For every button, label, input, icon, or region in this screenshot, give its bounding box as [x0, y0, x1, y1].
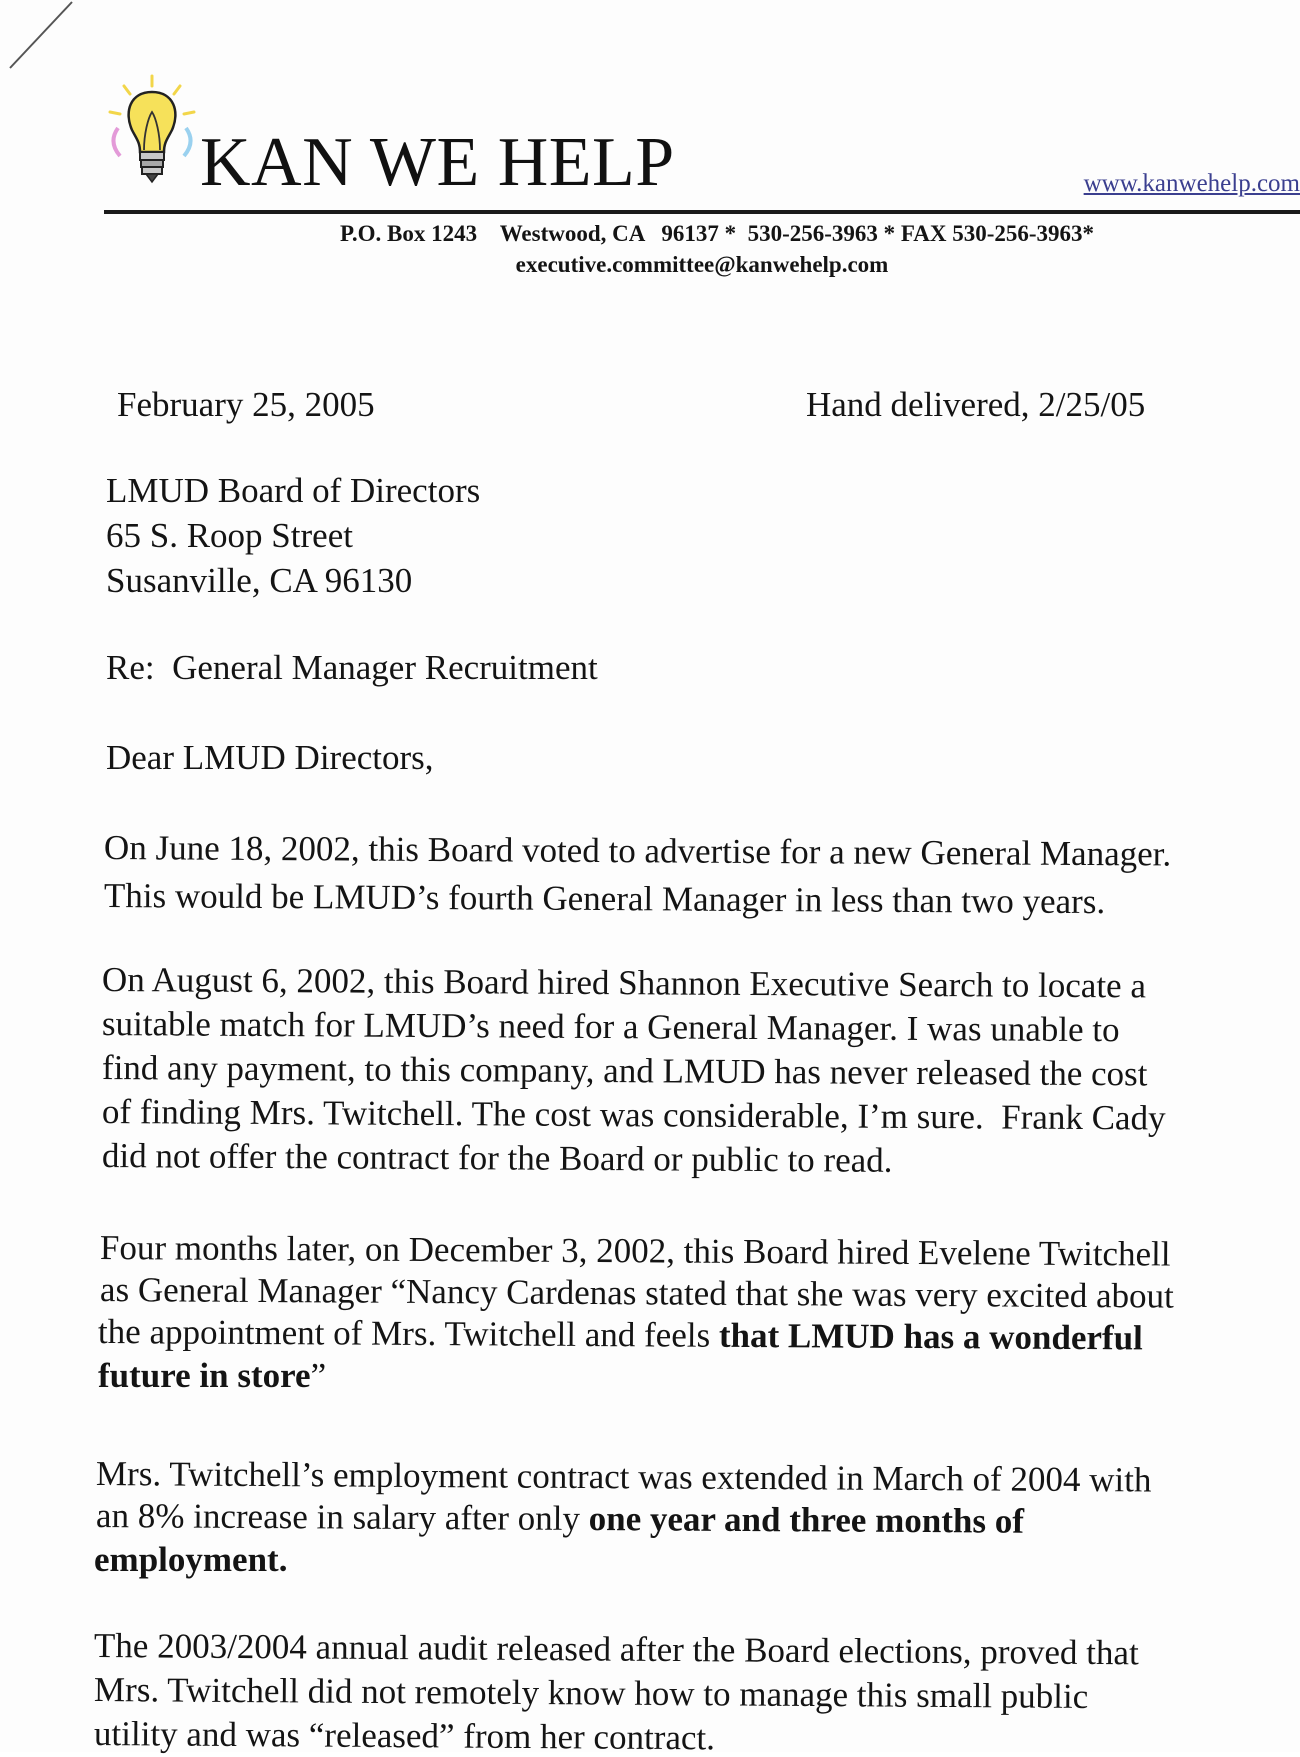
paragraph-2-line: find any payment, to this company, and LMUD has never released the cost [101, 1048, 1148, 1094]
paragraph-3-emphasis: that LMUD has a wonderful [718, 1315, 1143, 1358]
paragraph-3-line: as General Manager “Nancy Cardenas stated that she was very excited about [99, 1270, 1174, 1316]
paragraph-3-line [98, 1358, 326, 1393]
paragraph-4-emphasis: employment. [94, 1540, 288, 1579]
organization-name: KAN WE HELP [200, 124, 675, 201]
recipient-line: 65 S. Roop Street [106, 516, 353, 555]
address-line: P.O. Box 1243 Westwood, CA 96137 * 530-256-3963 * FAX 530-256-3963* [339, 221, 1095, 246]
recipient-address [106, 468, 480, 603]
paragraph-2-line: On August 6, 2002, this Board hired Shannon Executive Search to locate a [101, 960, 1147, 1006]
paragraph-4-line: Mrs. Twitchell’s employment contract was extended in March of 2004 with [95, 1454, 1152, 1500]
paragraph-5-line: The 2003/2004 annual audit released after the Board elections, proved that [93, 1626, 1139, 1673]
delivery-note: Hand delivered, 2/25/05 [806, 385, 1146, 424]
lightbulb-icon [104, 72, 200, 192]
paragraph-4-emphasis: one year and three months of [588, 1499, 1025, 1541]
paragraph-3-text: ” [310, 1356, 327, 1395]
paragraph-3-line: Four months later, on December 3, 2002, this Board hired Evelene Twitchell [99, 1228, 1171, 1274]
paragraph-3-text: the appointment of Mrs. Twitchell and feels [97, 1312, 720, 1355]
salutation: Dear LMUD Directors, [106, 738, 434, 777]
paragraph-1-line: On June 18, 2002, this Board voted to advertise for a new General Manager. [103, 828, 1172, 874]
paragraph-5-line: Mrs. Twitchell did not remotely know how to manage this small public [93, 1670, 1089, 1716]
paragraph-4-line [94, 1542, 287, 1577]
paragraph-3-line [97, 1312, 1143, 1358]
website-link[interactable]: www.kanwehelp.com [1083, 170, 1300, 197]
recipient-line: LMUD Board of Directors [106, 471, 481, 510]
letterhead-divider [104, 210, 1300, 214]
paragraph-3-emphasis: future in store [98, 1356, 311, 1395]
paragraph-2-line: of finding Mrs. Twitchell. The cost was considerable, I’m sure. Frank Cady [101, 1092, 1166, 1138]
paragraph-2-line: did not offer the contract for the Board or public to read. [101, 1136, 893, 1180]
recipient-line: Susanville, CA 96130 [106, 561, 413, 600]
paragraph-1-line: This would be LMUD’s fourth General Manager in less than two years. [103, 876, 1106, 922]
paragraph-2-line: suitable match for LMUD’s need for a General Manager. I was unable to [101, 1004, 1120, 1050]
paragraph-4-text: an 8% increase in salary after only [95, 1496, 589, 1539]
subject-line: Re: General Manager Recruitment [106, 648, 598, 687]
pen-mark [0, 0, 80, 80]
email-address: executive.committee@kanwehelp.com [515, 252, 889, 277]
paragraph-4-line [96, 1498, 1024, 1539]
letter-date: February 25, 2005 [117, 385, 375, 424]
paragraph-5-line: utility and was “released” from her contract. [93, 1714, 716, 1757]
